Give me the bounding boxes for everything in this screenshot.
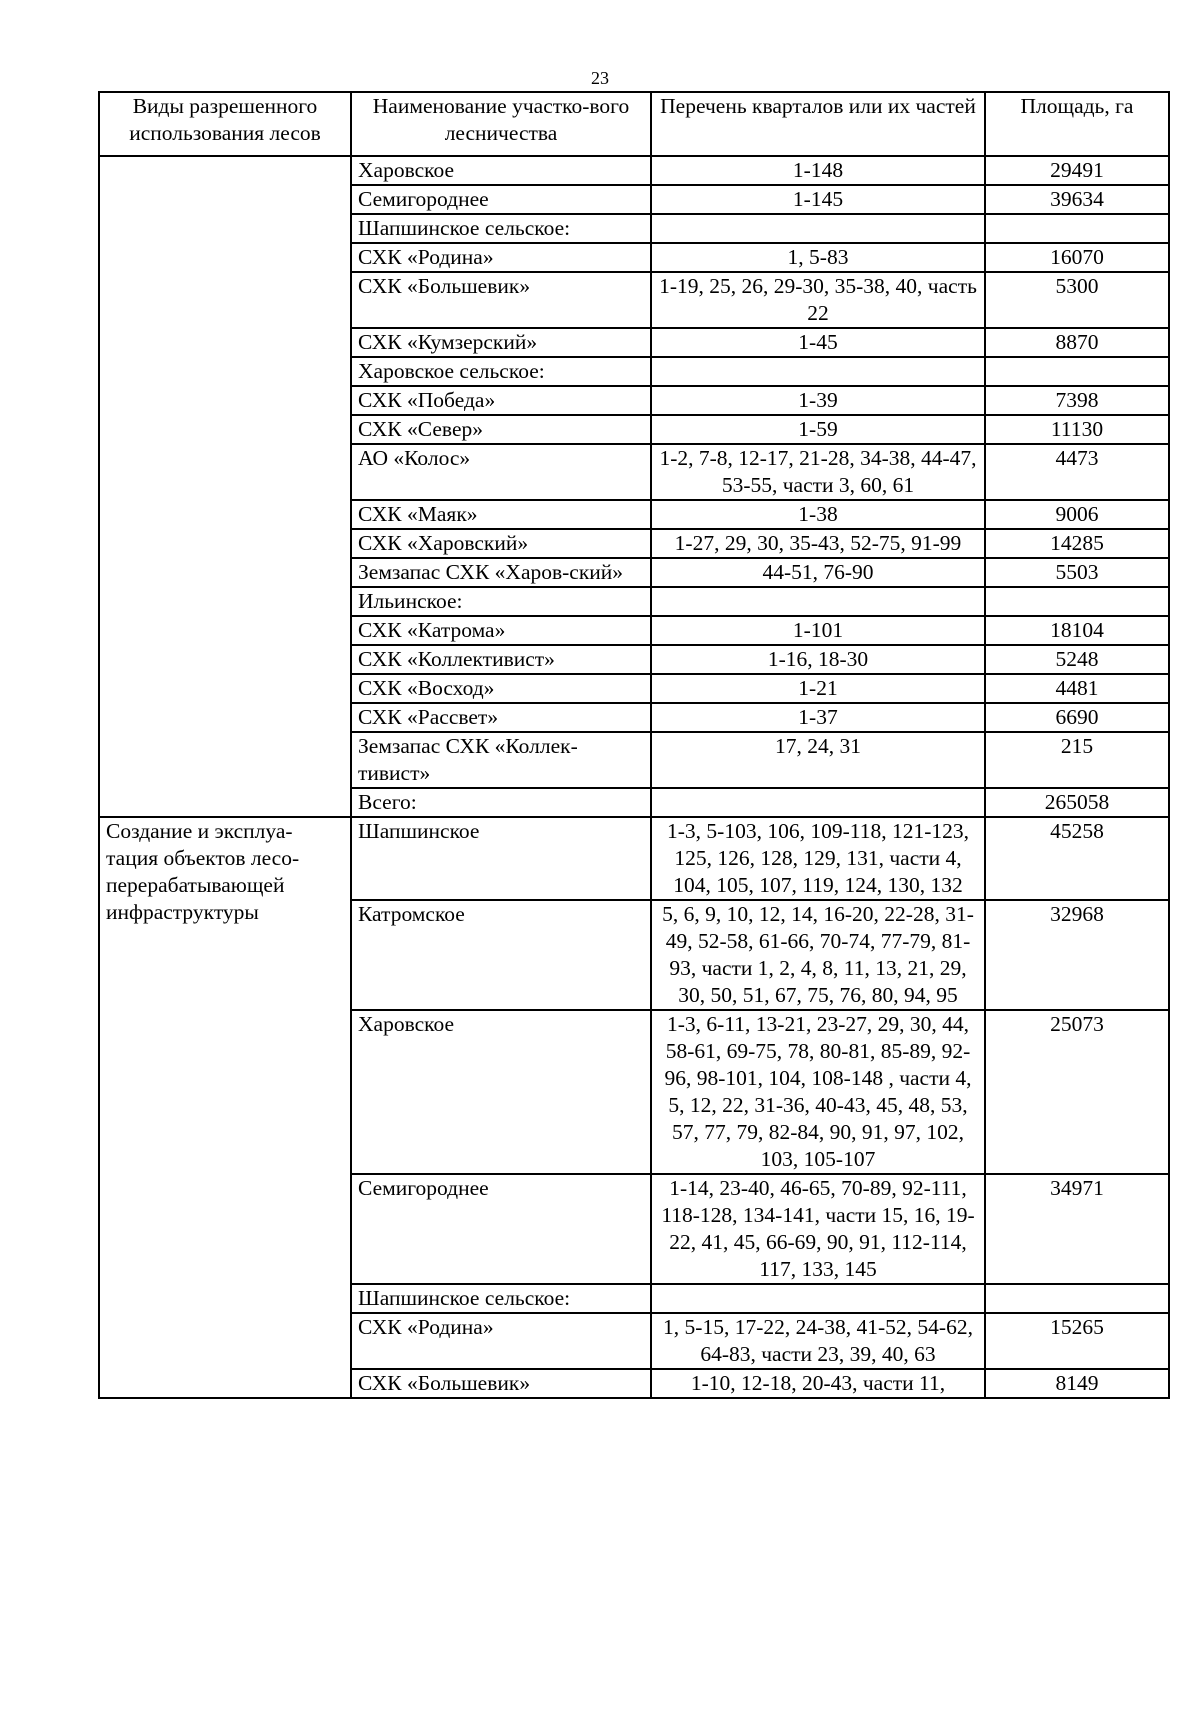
- forestry-name-cell: Шапшинское: [351, 817, 651, 900]
- forestry-name-cell: Шапшинское сельское:: [351, 214, 651, 243]
- area-cell: 9006: [985, 500, 1169, 529]
- quarters-cell: 1, 5-83: [651, 243, 985, 272]
- forestry-name-cell: СХК «Маяк»: [351, 500, 651, 529]
- area-cell: 7398: [985, 386, 1169, 415]
- forest-use-table: [98, 91, 1170, 1399]
- forestry-name-cell: СХК «Восход»: [351, 674, 651, 703]
- quarters-cell: 1-148: [651, 156, 985, 185]
- quarters-cell: 1, 5-15, 17-22, 24-38, 41-52, 54-62, 64-83, части 23, 39, 40, 63: [651, 1313, 985, 1369]
- page-number: 23: [591, 68, 609, 88]
- quarters-cell: 1-39: [651, 386, 985, 415]
- quarters-cell: 1-3, 6-11, 13-21, 23-27, 29, 30, 44, 58-61, 69-75, 78, 80-81, 85-89, 92-96, 98-101, 104, 108-148 , части 4, 5, 12, 22, 31-36, 40-43, 45, 48, 53, 57, 77, 79, 82-84, 90, 91, 97, 102, 103, 105-107: [651, 1010, 985, 1174]
- area-cell: [985, 1284, 1169, 1313]
- use-type-cell: Создание и эксплуа-тация объектов лесо-перерабатывающей инфраструктуры: [99, 817, 351, 1398]
- table-row: [99, 817, 1169, 900]
- forestry-name-cell: СХК «Катрома»: [351, 616, 651, 645]
- forestry-name-cell: СХК «Коллективист»: [351, 645, 651, 674]
- quarters-cell: 1-3, 5-103, 106, 109-118, 121-123, 125, 126, 128, 129, 131, части 4, 104, 105, 107, 119, 124, 130, 132: [651, 817, 985, 900]
- table-header-row: [99, 92, 1169, 156]
- quarters-cell: 1-27, 29, 30, 35-43, 52-75, 91-99: [651, 529, 985, 558]
- area-cell: 39634: [985, 185, 1169, 214]
- forestry-name-cell: Земзапас СХК «Коллек-тивист»: [351, 732, 651, 788]
- area-cell: 18104: [985, 616, 1169, 645]
- forestry-name-cell: АО «Колос»: [351, 444, 651, 500]
- forestry-name-cell: Ильинское:: [351, 587, 651, 616]
- header-quarters: Перечень кварталов или их частей: [651, 92, 985, 156]
- use-type-cell: [99, 156, 351, 817]
- forestry-name-cell: Всего:: [351, 788, 651, 817]
- forestry-name-cell: Харовское: [351, 1010, 651, 1174]
- forestry-name-cell: СХК «Харовский»: [351, 529, 651, 558]
- area-cell: 29491: [985, 156, 1169, 185]
- quarters-cell: 1-38: [651, 500, 985, 529]
- quarters-cell: 1-21: [651, 674, 985, 703]
- forestry-name-cell: СХК «Родина»: [351, 1313, 651, 1369]
- area-cell: 5503: [985, 558, 1169, 587]
- area-cell: 45258: [985, 817, 1169, 900]
- area-cell: 6690: [985, 703, 1169, 732]
- forestry-name-cell: Харовское: [351, 156, 651, 185]
- area-cell: [985, 214, 1169, 243]
- forestry-name-cell: Шапшинское сельское:: [351, 1284, 651, 1313]
- quarters-cell: 1-101: [651, 616, 985, 645]
- area-cell: 16070: [985, 243, 1169, 272]
- area-cell: 14285: [985, 529, 1169, 558]
- forestry-name-cell: Катромское: [351, 900, 651, 1010]
- area-cell: 8870: [985, 328, 1169, 357]
- forestry-name-cell: СХК «Кумзерский»: [351, 328, 651, 357]
- quarters-cell: 1-14, 23-40, 46-65, 70-89, 92-111, 118-128, 134-141, части 15, 16, 19-22, 41, 45, 66-69, 90, 91, 112-114, 117, 133, 145: [651, 1174, 985, 1284]
- forestry-name-cell: СХК «Север»: [351, 415, 651, 444]
- quarters-cell: 1-2, 7-8, 12-17, 21-28, 34-38, 44-47, 53-55, части 3, 60, 61: [651, 444, 985, 500]
- area-cell: 11130: [985, 415, 1169, 444]
- quarters-cell: 44-51, 76-90: [651, 558, 985, 587]
- quarters-cell: [651, 1284, 985, 1313]
- area-cell: [985, 587, 1169, 616]
- quarters-cell: [651, 357, 985, 386]
- area-cell: 4473: [985, 444, 1169, 500]
- area-cell: 25073: [985, 1010, 1169, 1174]
- quarters-cell: 1-16, 18-30: [651, 645, 985, 674]
- quarters-cell: 1-19, 25, 26, 29-30, 35-38, 40, часть 22: [651, 272, 985, 328]
- area-cell: 32968: [985, 900, 1169, 1010]
- area-cell: 265058: [985, 788, 1169, 817]
- quarters-cell: 17, 24, 31: [651, 732, 985, 788]
- quarters-cell: [651, 214, 985, 243]
- area-cell: [985, 357, 1169, 386]
- forestry-name-cell: СХК «Победа»: [351, 386, 651, 415]
- area-cell: 15265: [985, 1313, 1169, 1369]
- forestry-name-cell: СХК «Родина»: [351, 243, 651, 272]
- quarters-cell: [651, 788, 985, 817]
- forestry-name-cell: Семигороднее: [351, 185, 651, 214]
- area-cell: 5300: [985, 272, 1169, 328]
- header-use-type: Виды разрешенного использования лесов: [99, 92, 351, 156]
- forestry-name-cell: СХК «Большевик»: [351, 272, 651, 328]
- area-cell: 4481: [985, 674, 1169, 703]
- forestry-name-cell: Харовское сельское:: [351, 357, 651, 386]
- forestry-name-cell: СХК «Большевик»: [351, 1369, 651, 1398]
- forestry-name-cell: Семигороднее: [351, 1174, 651, 1284]
- header-forestry-name: Наименование участко-вого лесничества: [351, 92, 651, 156]
- area-cell: 34971: [985, 1174, 1169, 1284]
- forestry-name-cell: СХК «Рассвет»: [351, 703, 651, 732]
- area-cell: 5248: [985, 645, 1169, 674]
- quarters-cell: 5, 6, 9, 10, 12, 14, 16-20, 22-28, 31-49, 52-58, 61-66, 70-74, 77-79, 81-93, части 1, 2, 4, 8, 11, 13, 21, 29, 30, 50, 51, 67, 75, 76, 80, 94, 95: [651, 900, 985, 1010]
- table-row: [99, 156, 1169, 185]
- area-cell: 8149: [985, 1369, 1169, 1398]
- forestry-name-cell: Земзапас СХК «Харов-ский»: [351, 558, 651, 587]
- quarters-cell: [651, 587, 985, 616]
- quarters-cell: 1-145: [651, 185, 985, 214]
- quarters-cell: 1-45: [651, 328, 985, 357]
- header-area: Площадь, га: [985, 92, 1169, 156]
- area-cell: 215: [985, 732, 1169, 788]
- quarters-cell: 1-59: [651, 415, 985, 444]
- quarters-cell: 1-10, 12-18, 20-43, части 11,: [651, 1369, 985, 1398]
- quarters-cell: 1-37: [651, 703, 985, 732]
